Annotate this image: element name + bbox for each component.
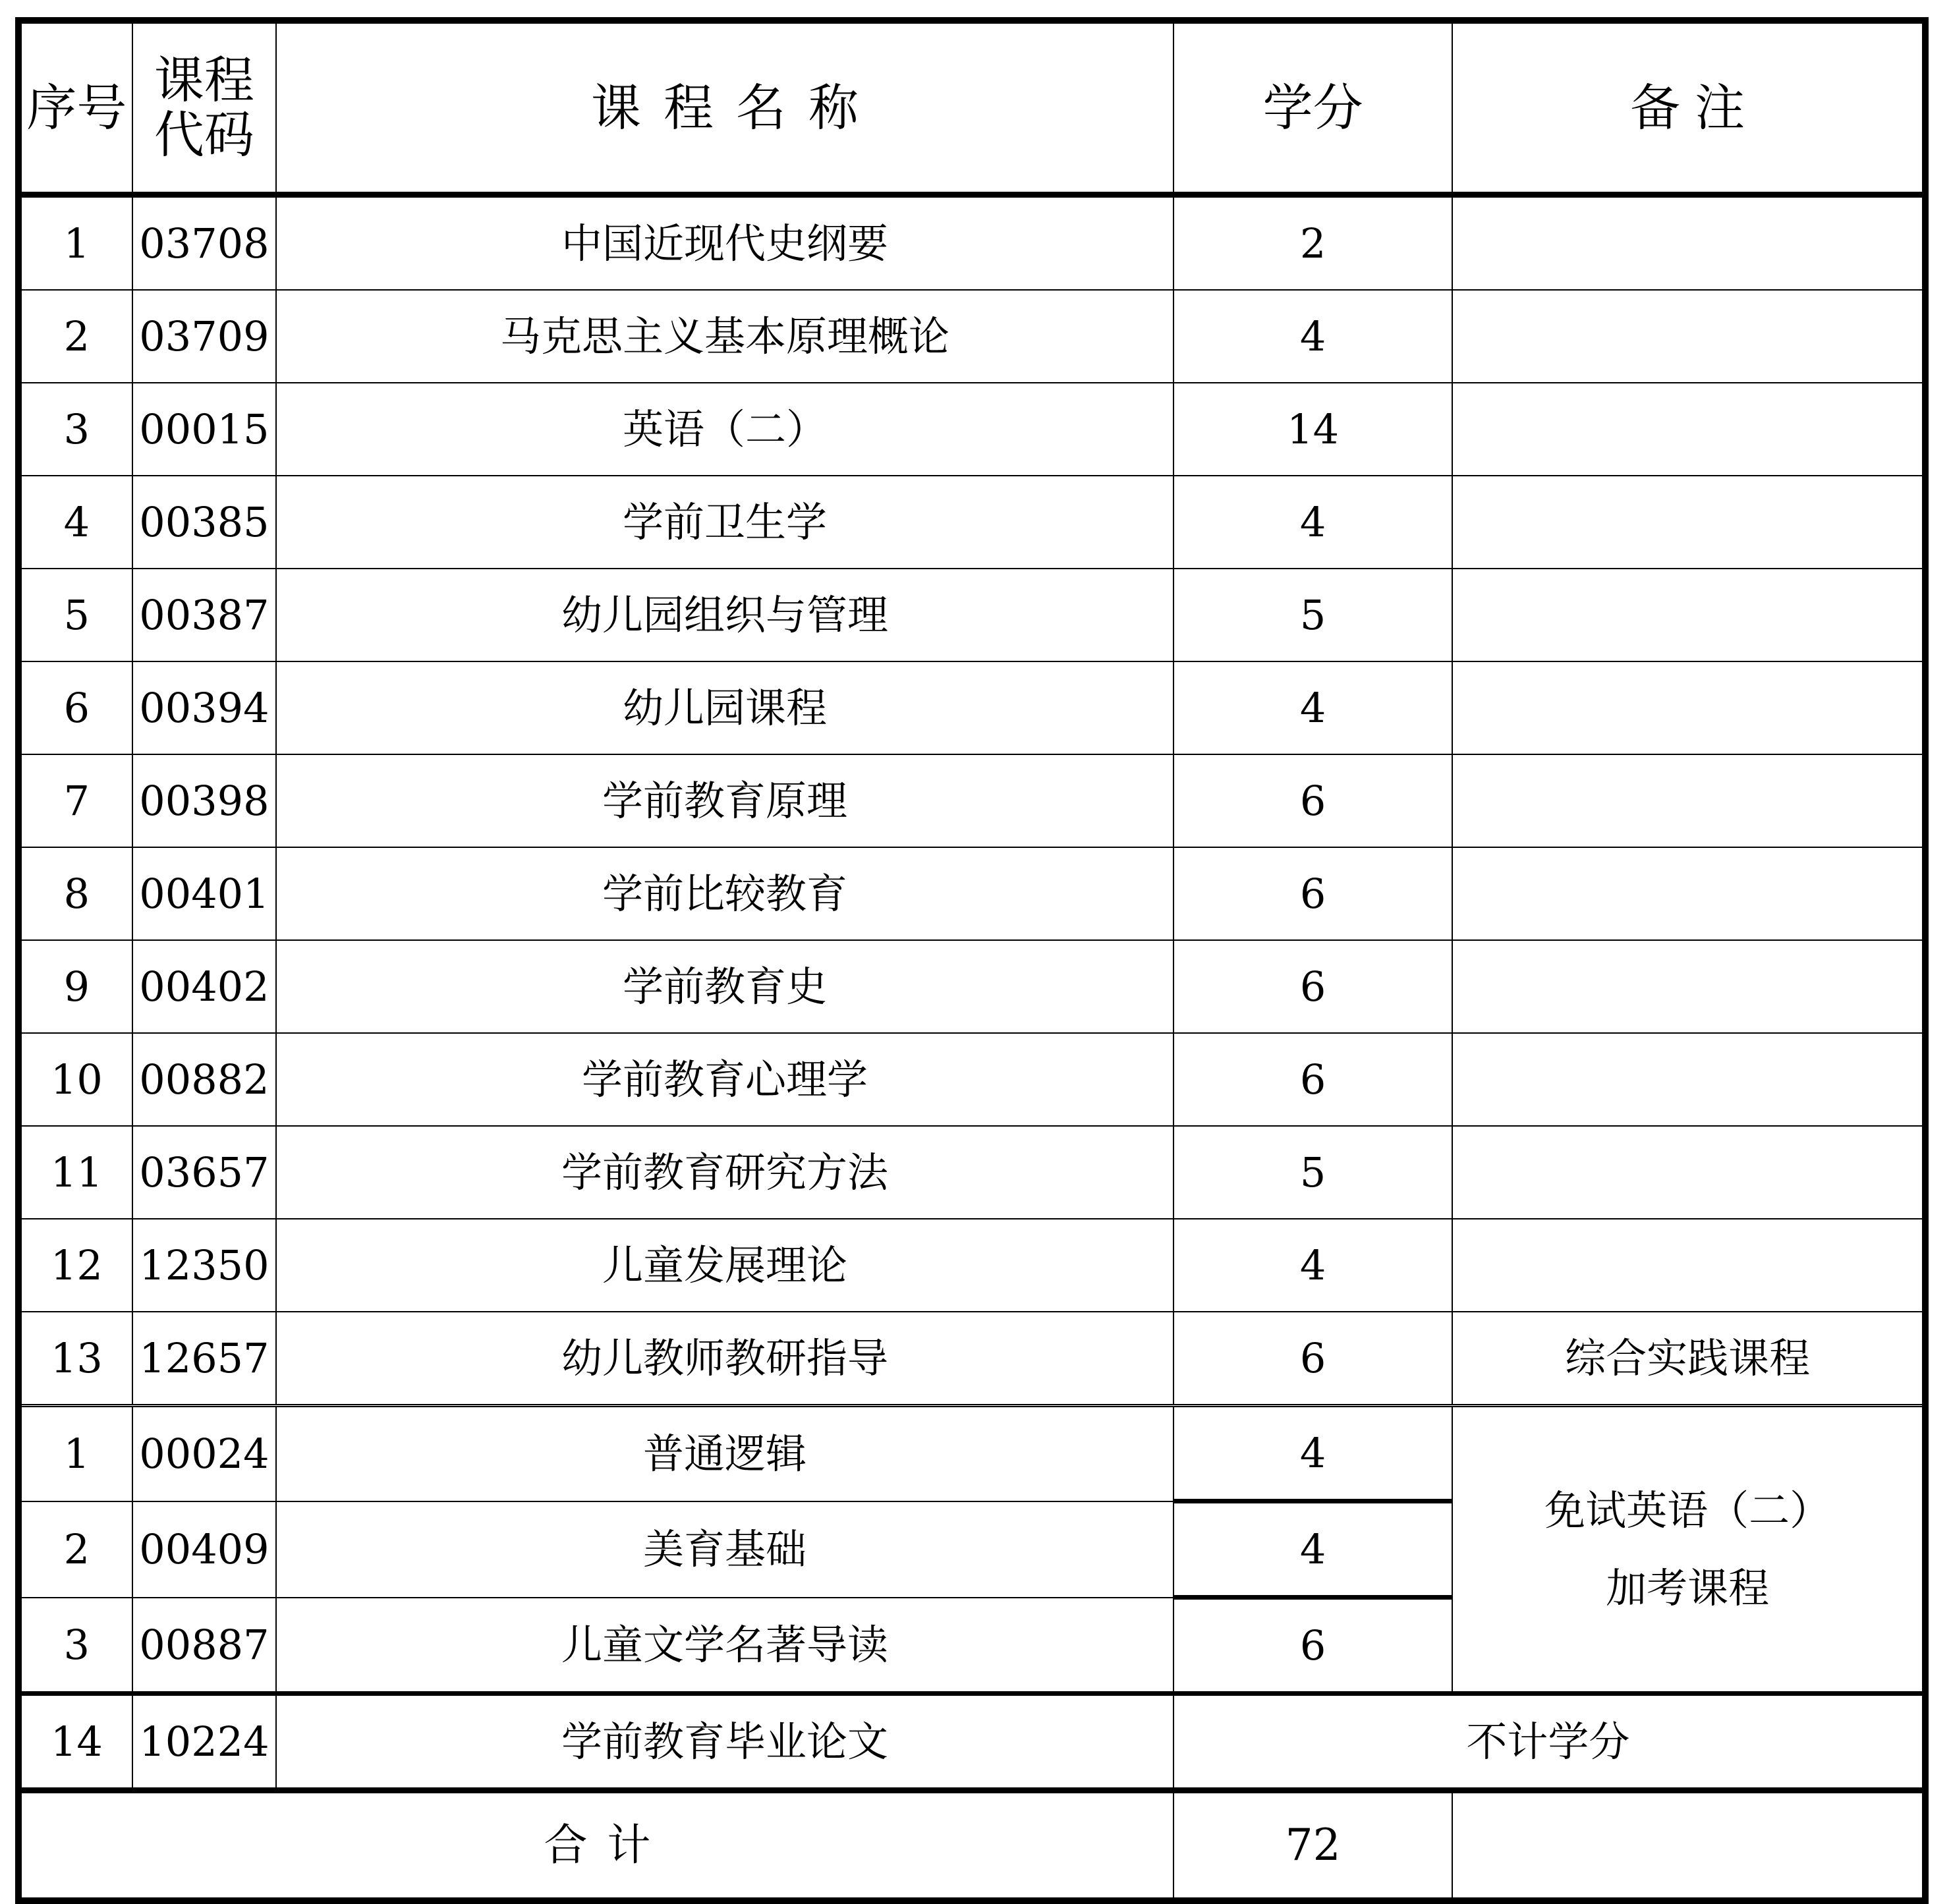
cell-credit: 4 — [1173, 476, 1452, 569]
cell-course-name: 学前卫生学 — [276, 476, 1173, 569]
cell-course-code: 00409 — [132, 1501, 276, 1598]
cell-course-name: 幼儿园组织与管理 — [276, 569, 1173, 661]
cell-serial-number: 2 — [18, 290, 132, 383]
cell-serial-number: 7 — [18, 754, 132, 847]
cell-course-name: 儿童发展理论 — [276, 1219, 1173, 1312]
cell-course-name: 学前教育心理学 — [276, 1033, 1173, 1126]
cell-serial-number: 13 — [18, 1312, 132, 1406]
cell-serial-number: 1 — [18, 195, 132, 291]
cell-course-code: 00394 — [132, 661, 276, 754]
cell-course-name: 学前教育史 — [276, 940, 1173, 1033]
cell-course-code: 12657 — [132, 1312, 276, 1406]
cell-credit: 4 — [1173, 1219, 1452, 1312]
table-header-row — [18, 20, 1925, 195]
table-row — [18, 1219, 1925, 1312]
cell-credit: 2 — [1173, 195, 1452, 291]
cell-course-code: 00882 — [132, 1033, 276, 1126]
cell-course-code: 00024 — [132, 1406, 276, 1501]
cell-course-code: 03657 — [132, 1126, 276, 1219]
cell-credit: 6 — [1173, 1598, 1452, 1694]
cell-serial-number: 4 — [18, 476, 132, 569]
cell-credit: 4 — [1173, 1501, 1452, 1598]
cell-course-name: 学前教育原理 — [276, 754, 1173, 847]
table-row — [18, 476, 1925, 569]
cell-course-code: 00387 — [132, 569, 276, 661]
cell-course-code: 00398 — [132, 754, 276, 847]
table-row-total — [18, 1791, 1925, 1901]
table-row — [18, 1126, 1925, 1219]
cell-remark: 综合实践课程 — [1452, 1312, 1925, 1406]
cell-course-name: 幼儿教师教研指导 — [276, 1312, 1173, 1406]
table-row — [18, 1033, 1925, 1126]
table-row — [18, 195, 1925, 291]
cell-course-code: 00402 — [132, 940, 276, 1033]
cell-course-code: 03708 — [132, 195, 276, 291]
cell-course-name: 普通逻辑 — [276, 1406, 1173, 1501]
cell-serial-number: 2 — [18, 1501, 132, 1598]
cell-course-code: 03709 — [132, 290, 276, 383]
table-row — [18, 569, 1925, 661]
cell-course-name: 学前比较教育 — [276, 847, 1173, 940]
cell-remark — [1452, 847, 1925, 940]
cell-course-code: 12350 — [132, 1219, 276, 1312]
table-row — [18, 847, 1925, 940]
cell-remark — [1452, 1033, 1925, 1126]
cell-remark — [1452, 569, 1925, 661]
cell-serial-number: 3 — [18, 1598, 132, 1694]
cell-serial-number: 14 — [18, 1694, 132, 1791]
cell-credit: 6 — [1173, 847, 1452, 940]
table-row — [18, 940, 1925, 1033]
header-serial-number: 序号 — [18, 20, 132, 195]
table-row — [18, 754, 1925, 847]
header-course-name — [276, 20, 1173, 195]
cell-credit: 4 — [1173, 290, 1452, 383]
header-credit: 学分 — [1173, 20, 1452, 195]
table-row-thesis — [18, 1694, 1925, 1791]
cell-remark-supplementary-note — [1452, 1406, 1925, 1694]
cell-no-credit-note: 不计学分 — [1173, 1694, 1925, 1791]
cell-credit: 4 — [1173, 661, 1452, 754]
cell-credit: 5 — [1173, 1126, 1452, 1219]
cell-credit: 6 — [1173, 754, 1452, 847]
cell-serial-number: 12 — [18, 1219, 132, 1312]
cell-remark — [1452, 476, 1925, 569]
cell-credit: 6 — [1173, 940, 1452, 1033]
cell-course-name: 儿童文学名著导读 — [276, 1598, 1173, 1694]
cell-remark — [1452, 290, 1925, 383]
cell-serial-number: 9 — [18, 940, 132, 1033]
cell-remark — [1452, 940, 1925, 1033]
remark-line-1: 免试英语（二） — [1544, 1486, 1831, 1534]
cell-course-code: 00401 — [132, 847, 276, 940]
cell-serial-number: 1 — [18, 1406, 132, 1501]
header-remark — [1452, 20, 1925, 195]
table-body — [18, 195, 1925, 1901]
cell-course-code: 10224 — [132, 1694, 276, 1791]
cell-course-name: 美育基础 — [276, 1501, 1173, 1598]
remark-line-2: 加考课程 — [1606, 1563, 1770, 1612]
cell-serial-number: 10 — [18, 1033, 132, 1126]
cell-course-name: 学前教育毕业论文 — [276, 1694, 1173, 1791]
table-row — [18, 290, 1925, 383]
cell-credit: 5 — [1173, 569, 1452, 661]
cell-serial-number: 6 — [18, 661, 132, 754]
cell-course-name: 学前教育研究方法 — [276, 1126, 1173, 1219]
header-course-code — [132, 20, 276, 195]
cell-serial-number: 8 — [18, 847, 132, 940]
table-row — [18, 661, 1925, 754]
cell-total-credit: 72 — [1173, 1791, 1452, 1901]
cell-credit: 6 — [1173, 1312, 1452, 1406]
cell-course-name: 英语（二） — [276, 383, 1173, 476]
cell-serial-number: 5 — [18, 569, 132, 661]
course-credit-table — [15, 17, 1929, 1904]
header-course-code-line1: 课程 — [154, 51, 254, 110]
cell-course-name: 幼儿园课程 — [276, 661, 1173, 754]
cell-course-code: 00887 — [132, 1598, 276, 1694]
cell-total-remark — [1452, 1791, 1925, 1901]
cell-remark — [1452, 383, 1925, 476]
cell-serial-number: 11 — [18, 1126, 132, 1219]
cell-credit: 14 — [1173, 383, 1452, 476]
cell-credit: 6 — [1173, 1033, 1452, 1126]
total-label-text: 合计 — [544, 1820, 671, 1871]
cell-remark — [1452, 754, 1925, 847]
cell-remark — [1452, 1126, 1925, 1219]
cell-course-name: 中国近现代史纲要 — [276, 195, 1173, 291]
cell-course-code: 00385 — [132, 476, 276, 569]
table-row — [18, 1312, 1925, 1406]
header-remark-text: 备注 — [1630, 78, 1760, 137]
cell-course-name: 马克思主义基本原理概论 — [276, 290, 1173, 383]
cell-remark — [1452, 661, 1925, 754]
table-row — [18, 383, 1925, 476]
cell-serial-number: 3 — [18, 383, 132, 476]
header-course-name-text: 课程名称 — [591, 78, 881, 137]
cell-remark — [1452, 1219, 1925, 1312]
cell-remark — [1452, 195, 1925, 291]
table-row-supplementary — [18, 1406, 1925, 1501]
header-course-code-line2: 代码 — [154, 105, 254, 164]
cell-total-label — [18, 1791, 1173, 1901]
cell-course-code: 00015 — [132, 383, 276, 476]
cell-credit: 4 — [1173, 1406, 1452, 1501]
